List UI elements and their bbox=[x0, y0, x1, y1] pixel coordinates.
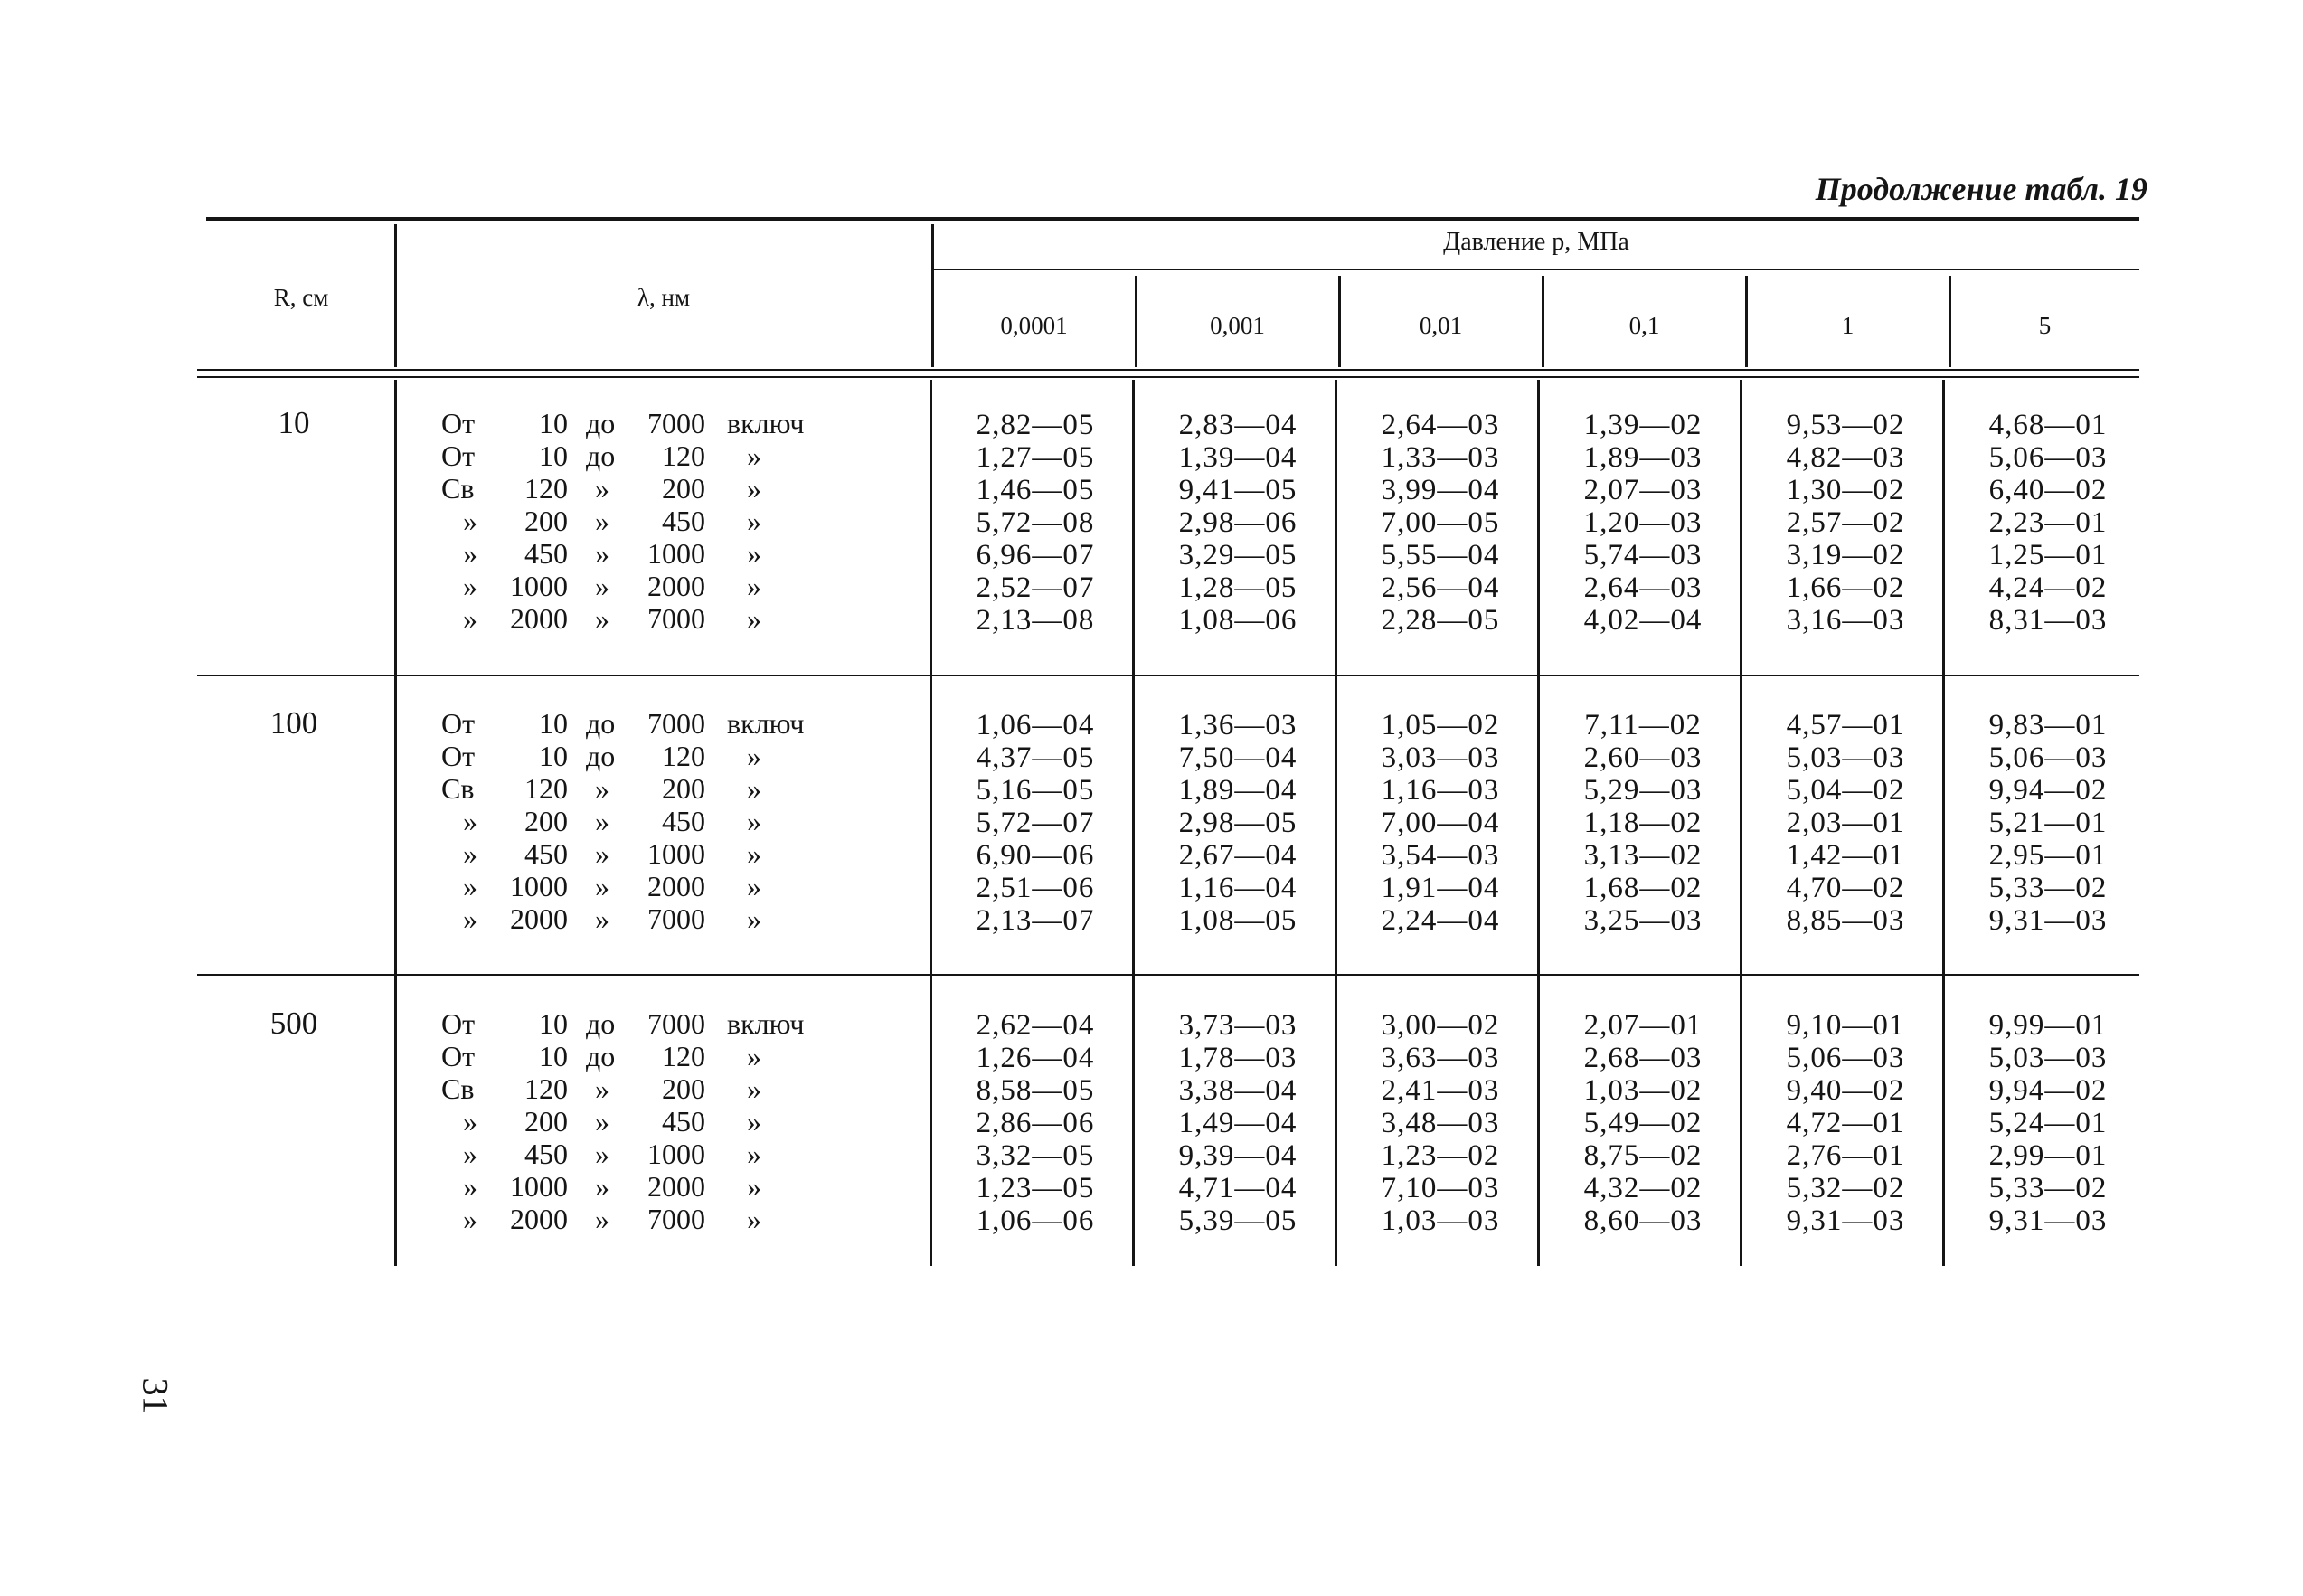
value-cell: 2,41—03 bbox=[1381, 1074, 1500, 1107]
value-cell: 8,85—03 bbox=[1786, 904, 1905, 937]
lambda-range-row bbox=[441, 505, 821, 537]
lambda-range-part: 7000 bbox=[647, 902, 705, 935]
value-cell: 6,96—07 bbox=[976, 539, 1095, 571]
lambda-range-part: От bbox=[441, 407, 476, 439]
lambda-range-row bbox=[441, 870, 821, 902]
value-cell: 1,68—02 bbox=[1583, 872, 1703, 904]
value-column bbox=[1341, 1009, 1540, 1237]
value-cell: 5,33—02 bbox=[1988, 1172, 2108, 1204]
value-cell: 4,57—01 bbox=[1786, 709, 1905, 741]
value-cell: 2,95—01 bbox=[1988, 839, 2108, 872]
lambda-range-part: 450 bbox=[524, 837, 568, 870]
lambda-range-part: » bbox=[463, 902, 477, 935]
value-cell: 2,28—05 bbox=[1381, 604, 1500, 637]
lambda-range-part: 120 bbox=[524, 772, 568, 805]
value-cell: 8,31—03 bbox=[1988, 604, 2108, 637]
value-cell: 1,06—04 bbox=[976, 709, 1095, 741]
value-cell: 1,27—05 bbox=[976, 441, 1095, 474]
value-cell: 1,49—04 bbox=[1178, 1107, 1298, 1139]
lambda-range-part: » bbox=[747, 602, 761, 635]
value-cell: 1,66—02 bbox=[1786, 571, 1905, 604]
value-column bbox=[936, 709, 1135, 937]
lambda-range-part: » bbox=[595, 1138, 609, 1170]
lambda-range-row bbox=[441, 602, 821, 635]
lambda-range-list bbox=[441, 707, 821, 935]
lambda-range-part: » bbox=[463, 1105, 477, 1138]
value-cell: 1,03—03 bbox=[1381, 1204, 1500, 1237]
lambda-range-part: до bbox=[586, 740, 616, 772]
lambda-range-row bbox=[441, 407, 821, 439]
value-cell: 1,33—03 bbox=[1381, 441, 1500, 474]
value-cell: 1,25—01 bbox=[1988, 539, 2108, 571]
lambda-range-part: до bbox=[586, 1040, 616, 1072]
value-cell: 9,99—01 bbox=[1988, 1009, 2108, 1042]
value-cell: 1,20—03 bbox=[1583, 506, 1703, 539]
value-cell: 3,63—03 bbox=[1381, 1042, 1500, 1074]
value-cell: 2,07—03 bbox=[1583, 474, 1703, 506]
lambda-range-part: 450 bbox=[524, 537, 568, 570]
lambda-range-part: 450 bbox=[662, 505, 705, 537]
lambda-range-part: » bbox=[747, 837, 761, 870]
group-separator bbox=[197, 974, 2139, 976]
lambda-range-part: » bbox=[595, 870, 609, 902]
lambda-range-part: » bbox=[463, 602, 477, 635]
value-cell: 4,70—02 bbox=[1786, 872, 1905, 904]
lambda-range-part: » bbox=[747, 902, 761, 935]
value-cell: 5,03—03 bbox=[1988, 1042, 2108, 1074]
lambda-range-part: От bbox=[441, 707, 476, 740]
value-column bbox=[1543, 409, 1742, 637]
page-number: 31 bbox=[135, 1377, 176, 1414]
value-cell: 2,13—08 bbox=[976, 604, 1095, 637]
lambda-range-part: 7000 bbox=[647, 407, 705, 439]
lambda-range-row bbox=[441, 1007, 821, 1040]
lambda-range-part: » bbox=[747, 1203, 761, 1235]
lambda-range-part: » bbox=[595, 1170, 609, 1203]
lambda-range-part: включ bbox=[727, 707, 805, 740]
lambda-range-part: 120 bbox=[524, 1072, 568, 1105]
lambda-range-part: 10 bbox=[539, 740, 568, 772]
value-cell: 5,16—05 bbox=[976, 774, 1095, 807]
value-cell: 2,60—03 bbox=[1583, 741, 1703, 774]
value-column bbox=[1746, 409, 1945, 637]
value-column bbox=[1341, 409, 1540, 637]
value-cell: 9,39—04 bbox=[1178, 1139, 1298, 1172]
value-cell: 9,31—03 bbox=[1988, 904, 2108, 937]
value-cell: 5,21—01 bbox=[1988, 807, 2108, 839]
value-cell: 3,73—03 bbox=[1178, 1009, 1298, 1042]
value-column bbox=[1543, 709, 1742, 937]
value-cell: 1,23—05 bbox=[976, 1172, 1095, 1204]
lambda-range-part: 2000 bbox=[510, 602, 568, 635]
value-cell: 9,94—02 bbox=[1988, 774, 2108, 807]
value-cell: 9,53—02 bbox=[1786, 409, 1905, 441]
value-cell: 2,99—01 bbox=[1988, 1139, 2108, 1172]
r-column-header: R, см bbox=[273, 284, 329, 311]
value-cell: 1,89—03 bbox=[1583, 441, 1703, 474]
lambda-range-part: » bbox=[595, 537, 609, 570]
lambda-range-part: » bbox=[747, 439, 761, 472]
lambda-range-part: 120 bbox=[662, 1040, 705, 1072]
value-cell: 2,24—04 bbox=[1381, 904, 1500, 937]
r-value: 500 bbox=[269, 1006, 318, 1041]
value-cell: 5,06—03 bbox=[1988, 441, 2108, 474]
value-column bbox=[1746, 709, 1945, 937]
lambda-range-part: включ bbox=[727, 1007, 805, 1040]
value-cell: 9,31—03 bbox=[1988, 1204, 2108, 1237]
lambda-range-row bbox=[441, 1040, 821, 1072]
lambda-range-part: 1000 bbox=[510, 570, 568, 602]
lambda-range-part: 10 bbox=[539, 439, 568, 472]
lambda-range-row bbox=[441, 1105, 821, 1138]
lambda-range-row bbox=[441, 1203, 821, 1235]
value-column bbox=[936, 1009, 1135, 1237]
value-cell: 2,62—04 bbox=[976, 1009, 1095, 1042]
value-cell: 1,36—03 bbox=[1178, 709, 1298, 741]
value-column bbox=[1138, 409, 1337, 637]
value-cell: 1,28—05 bbox=[1178, 571, 1298, 604]
pressure-header: Давление p, МПа bbox=[1443, 228, 1629, 256]
value-cell: 2,67—04 bbox=[1178, 839, 1298, 872]
value-cell: 2,83—04 bbox=[1178, 409, 1298, 441]
lambda-range-part: » bbox=[595, 472, 609, 505]
lambda-range-part: » bbox=[463, 837, 477, 870]
lambda-range-part: до bbox=[586, 1007, 616, 1040]
lambda-range-part: » bbox=[747, 1040, 761, 1072]
value-cell: 2,98—05 bbox=[1178, 807, 1298, 839]
lambda-range-row bbox=[441, 1138, 821, 1170]
value-cell: 8,75—02 bbox=[1583, 1139, 1703, 1172]
lambda-range-row bbox=[441, 837, 821, 870]
value-cell: 3,00—02 bbox=[1381, 1009, 1500, 1042]
value-cell: 3,99—04 bbox=[1381, 474, 1500, 506]
pressure-header-3: 0,1 bbox=[1628, 312, 1660, 339]
value-cell: 3,54—03 bbox=[1381, 839, 1500, 872]
value-cell: 4,02—04 bbox=[1583, 604, 1703, 637]
value-cell: 4,72—01 bbox=[1786, 1107, 1905, 1139]
value-cell: 7,00—04 bbox=[1381, 807, 1500, 839]
value-column bbox=[936, 409, 1135, 637]
lambda-range-part: » bbox=[747, 472, 761, 505]
lambda-range-part: 1000 bbox=[647, 537, 705, 570]
lambda-range-part: 120 bbox=[662, 740, 705, 772]
lambda-range-part: » bbox=[595, 570, 609, 602]
lambda-range-part: 10 bbox=[539, 407, 568, 439]
lambda-range-part: 120 bbox=[524, 472, 568, 505]
lambda-range-row bbox=[441, 1072, 821, 1105]
lambda-column-header: λ, нм bbox=[637, 284, 691, 311]
value-cell: 1,08—06 bbox=[1178, 604, 1298, 637]
value-column bbox=[1949, 409, 2147, 637]
value-cell: 5,55—04 bbox=[1381, 539, 1500, 571]
value-cell: 3,29—05 bbox=[1178, 539, 1298, 571]
lambda-range-part: 7000 bbox=[647, 602, 705, 635]
value-column bbox=[1138, 1009, 1337, 1237]
value-cell: 6,90—06 bbox=[976, 839, 1095, 872]
lambda-range-part: Св bbox=[441, 1072, 475, 1105]
value-cell: 4,37—05 bbox=[976, 741, 1095, 774]
value-cell: 3,19—02 bbox=[1786, 539, 1905, 571]
lambda-range-part: Св bbox=[441, 472, 475, 505]
lambda-range-part: 450 bbox=[662, 805, 705, 837]
value-cell: 7,10—03 bbox=[1381, 1172, 1500, 1204]
lambda-range-part: » bbox=[463, 1138, 477, 1170]
lambda-range-part: 450 bbox=[662, 1105, 705, 1138]
value-cell: 3,13—02 bbox=[1583, 839, 1703, 872]
value-cell: 9,10—01 bbox=[1786, 1009, 1905, 1042]
value-cell: 3,32—05 bbox=[976, 1139, 1095, 1172]
value-cell: 2,51—06 bbox=[976, 872, 1095, 904]
lambda-range-part: » bbox=[595, 805, 609, 837]
lambda-range-part: » bbox=[747, 570, 761, 602]
value-cell: 4,71—04 bbox=[1178, 1172, 1298, 1204]
lambda-range-part: » bbox=[595, 1203, 609, 1235]
lambda-range-row bbox=[441, 439, 821, 472]
value-cell: 2,52—07 bbox=[976, 571, 1095, 604]
lambda-range-row bbox=[441, 472, 821, 505]
lambda-range-part: От bbox=[441, 1007, 476, 1040]
value-cell: 5,74—03 bbox=[1583, 539, 1703, 571]
lambda-range-part: » bbox=[747, 740, 761, 772]
value-cell: 2,64—03 bbox=[1583, 571, 1703, 604]
lambda-range-row bbox=[441, 805, 821, 837]
value-cell: 4,82—03 bbox=[1786, 441, 1905, 474]
lambda-range-row bbox=[441, 772, 821, 805]
value-cell: 1,18—02 bbox=[1583, 807, 1703, 839]
pressure-header-4: 1 bbox=[1841, 312, 1855, 339]
value-cell: 2,68—03 bbox=[1583, 1042, 1703, 1074]
lambda-range-part: 10 bbox=[539, 707, 568, 740]
pressure-header-5: 5 bbox=[2038, 312, 2052, 339]
lambda-range-part: » bbox=[463, 805, 477, 837]
header-bottom-rule bbox=[197, 369, 2139, 371]
lambda-range-part: » bbox=[463, 537, 477, 570]
lambda-range-part: включ bbox=[727, 407, 805, 439]
value-cell: 5,33—02 bbox=[1988, 872, 2108, 904]
value-cell: 5,72—07 bbox=[976, 807, 1095, 839]
lambda-range-row bbox=[441, 740, 821, 772]
lambda-range-list bbox=[441, 1007, 821, 1235]
value-cell: 5,04—02 bbox=[1786, 774, 1905, 807]
value-cell: 3,16—03 bbox=[1786, 604, 1905, 637]
value-cell: 2,64—03 bbox=[1381, 409, 1500, 441]
value-cell: 3,03—03 bbox=[1381, 741, 1500, 774]
value-cell: 5,29—03 bbox=[1583, 774, 1703, 807]
value-cell: 5,32—02 bbox=[1786, 1172, 1905, 1204]
column-divider bbox=[394, 380, 397, 1266]
lambda-range-part: » bbox=[463, 870, 477, 902]
lambda-range-part: » bbox=[747, 805, 761, 837]
value-cell: 8,58—05 bbox=[976, 1074, 1095, 1107]
lambda-range-row bbox=[441, 570, 821, 602]
value-cell: 1,26—04 bbox=[976, 1042, 1095, 1074]
lambda-range-part: » bbox=[747, 1072, 761, 1105]
lambda-range-part: 200 bbox=[662, 1072, 705, 1105]
lambda-range-part: 1000 bbox=[647, 837, 705, 870]
header-bottom-rule-2 bbox=[197, 376, 2139, 378]
value-cell: 4,24—02 bbox=[1988, 571, 2108, 604]
lambda-range-part: 1000 bbox=[647, 1138, 705, 1170]
lambda-range-part: 200 bbox=[524, 505, 568, 537]
lambda-range-part: 7000 bbox=[647, 1007, 705, 1040]
lambda-range-part: 7000 bbox=[647, 1203, 705, 1235]
lambda-range-part: » bbox=[595, 1105, 609, 1138]
value-cell: 3,38—04 bbox=[1178, 1074, 1298, 1107]
value-cell: 2,86—06 bbox=[976, 1107, 1095, 1139]
lambda-range-part: » bbox=[595, 902, 609, 935]
lambda-range-part: От bbox=[441, 1040, 476, 1072]
group-separator bbox=[197, 675, 2139, 676]
value-column bbox=[1949, 1009, 2147, 1237]
pressure-header-2: 0,01 bbox=[1419, 312, 1463, 339]
value-column bbox=[1138, 709, 1337, 937]
lambda-range-row bbox=[441, 537, 821, 570]
value-column bbox=[1949, 709, 2147, 937]
lambda-range-part: 200 bbox=[524, 805, 568, 837]
lambda-range-part: 10 bbox=[539, 1040, 568, 1072]
value-cell: 1,39—02 bbox=[1583, 409, 1703, 441]
lambda-range-list bbox=[441, 407, 821, 635]
lambda-range-part: » bbox=[747, 870, 761, 902]
lambda-range-part: 2000 bbox=[647, 570, 705, 602]
lambda-range-row bbox=[441, 1170, 821, 1203]
value-cell: 2,13—07 bbox=[976, 904, 1095, 937]
value-cell: 5,72—08 bbox=[976, 506, 1095, 539]
pressure-subheader-rule bbox=[933, 269, 2139, 270]
value-cell: 6,40—02 bbox=[1988, 474, 2108, 506]
value-cell: 1,08—05 bbox=[1178, 904, 1298, 937]
table-caption: Продолжение табл. 19 bbox=[1815, 171, 2147, 207]
value-cell: 2,82—05 bbox=[976, 409, 1095, 441]
value-cell: 1,23—02 bbox=[1381, 1139, 1500, 1172]
value-cell: 9,31—03 bbox=[1786, 1204, 1905, 1237]
value-cell: 2,23—01 bbox=[1988, 506, 2108, 539]
value-cell: 5,06—03 bbox=[1786, 1042, 1905, 1074]
lambda-range-part: От bbox=[441, 439, 476, 472]
lambda-range-part: » bbox=[463, 1170, 477, 1203]
lambda-range-part: 2000 bbox=[510, 902, 568, 935]
value-cell: 4,32—02 bbox=[1583, 1172, 1703, 1204]
value-cell: 9,94—02 bbox=[1988, 1074, 2108, 1107]
value-cell: 8,60—03 bbox=[1583, 1204, 1703, 1237]
lambda-range-part: 10 bbox=[539, 1007, 568, 1040]
column-divider bbox=[930, 380, 932, 1266]
value-cell: 7,50—04 bbox=[1178, 741, 1298, 774]
lambda-range-part: 120 bbox=[662, 439, 705, 472]
value-cell: 1,42—01 bbox=[1786, 839, 1905, 872]
lambda-range-part: 1000 bbox=[510, 1170, 568, 1203]
lambda-range-part: 2000 bbox=[647, 870, 705, 902]
value-column bbox=[1543, 1009, 1742, 1237]
value-cell: 1,03—02 bbox=[1583, 1074, 1703, 1107]
lambda-range-part: Св bbox=[441, 772, 475, 805]
lambda-range-part: 1000 bbox=[510, 870, 568, 902]
top-rule bbox=[206, 217, 2139, 221]
value-cell: 5,24—01 bbox=[1988, 1107, 2108, 1139]
lambda-range-part: » bbox=[595, 837, 609, 870]
value-cell: 1,05—02 bbox=[1381, 709, 1500, 741]
lambda-range-part: От bbox=[441, 740, 476, 772]
lambda-range-part: до bbox=[586, 439, 616, 472]
lambda-range-part: » bbox=[747, 1138, 761, 1170]
lambda-range-part: » bbox=[747, 1170, 761, 1203]
value-cell: 2,07—01 bbox=[1583, 1009, 1703, 1042]
lambda-range-part: » bbox=[595, 602, 609, 635]
lambda-range-part: до bbox=[586, 707, 616, 740]
lambda-range-part: » bbox=[595, 505, 609, 537]
value-cell: 5,06—03 bbox=[1988, 741, 2108, 774]
lambda-range-row bbox=[441, 707, 821, 740]
lambda-range-part: 450 bbox=[524, 1138, 568, 1170]
value-cell: 5,39—05 bbox=[1178, 1204, 1298, 1237]
value-cell: 7,00—05 bbox=[1381, 506, 1500, 539]
value-cell: 1,16—04 bbox=[1178, 872, 1298, 904]
lambda-range-part: » bbox=[463, 505, 477, 537]
lambda-range-part: 2000 bbox=[510, 1203, 568, 1235]
value-column bbox=[1746, 1009, 1945, 1237]
r-value: 10 bbox=[278, 405, 310, 440]
value-cell: 7,11—02 bbox=[1584, 709, 1702, 741]
lambda-range-part: 200 bbox=[662, 772, 705, 805]
lambda-range-row bbox=[441, 902, 821, 935]
value-cell: 9,83—01 bbox=[1988, 709, 2108, 741]
value-cell: 4,68—01 bbox=[1988, 409, 2108, 441]
value-cell: 2,76—01 bbox=[1786, 1139, 1905, 1172]
lambda-range-part: 200 bbox=[524, 1105, 568, 1138]
lambda-range-part: » bbox=[595, 772, 609, 805]
lambda-range-part: » bbox=[747, 772, 761, 805]
pressure-header-1: 0,001 bbox=[1210, 312, 1265, 339]
lambda-range-part: 7000 bbox=[647, 707, 705, 740]
value-cell: 2,56—04 bbox=[1381, 571, 1500, 604]
value-cell: 3,25—03 bbox=[1583, 904, 1703, 937]
value-cell: 1,30—02 bbox=[1786, 474, 1905, 506]
value-cell: 1,91—04 bbox=[1381, 872, 1500, 904]
value-cell: 2,03—01 bbox=[1786, 807, 1905, 839]
value-cell: 1,78—03 bbox=[1178, 1042, 1298, 1074]
lambda-range-part: до bbox=[586, 407, 616, 439]
lambda-range-part: » bbox=[463, 570, 477, 602]
value-cell: 1,06—06 bbox=[976, 1204, 1095, 1237]
pressure-header-0: 0,0001 bbox=[1000, 312, 1068, 339]
value-column bbox=[1341, 709, 1540, 937]
lambda-range-part: 200 bbox=[662, 472, 705, 505]
value-cell: 3,48—03 bbox=[1381, 1107, 1500, 1139]
value-cell: 2,98—06 bbox=[1178, 506, 1298, 539]
lambda-range-part: » bbox=[747, 505, 761, 537]
value-cell: 1,89—04 bbox=[1178, 774, 1298, 807]
value-cell: 1,16—03 bbox=[1381, 774, 1500, 807]
value-cell: 5,03—03 bbox=[1786, 741, 1905, 774]
lambda-range-part: » bbox=[595, 1072, 609, 1105]
value-cell: 9,41—05 bbox=[1178, 474, 1298, 506]
value-cell: 5,49—02 bbox=[1583, 1107, 1703, 1139]
r-value: 100 bbox=[269, 705, 318, 741]
lambda-range-part: » bbox=[747, 1105, 761, 1138]
lambda-range-part: 2000 bbox=[647, 1170, 705, 1203]
value-cell: 1,39—04 bbox=[1178, 441, 1298, 474]
value-cell: 1,46—05 bbox=[976, 474, 1095, 506]
value-cell: 2,57—02 bbox=[1786, 506, 1905, 539]
value-cell: 9,40—02 bbox=[1786, 1074, 1905, 1107]
lambda-range-part: » bbox=[463, 1203, 477, 1235]
lambda-range-part: » bbox=[747, 537, 761, 570]
